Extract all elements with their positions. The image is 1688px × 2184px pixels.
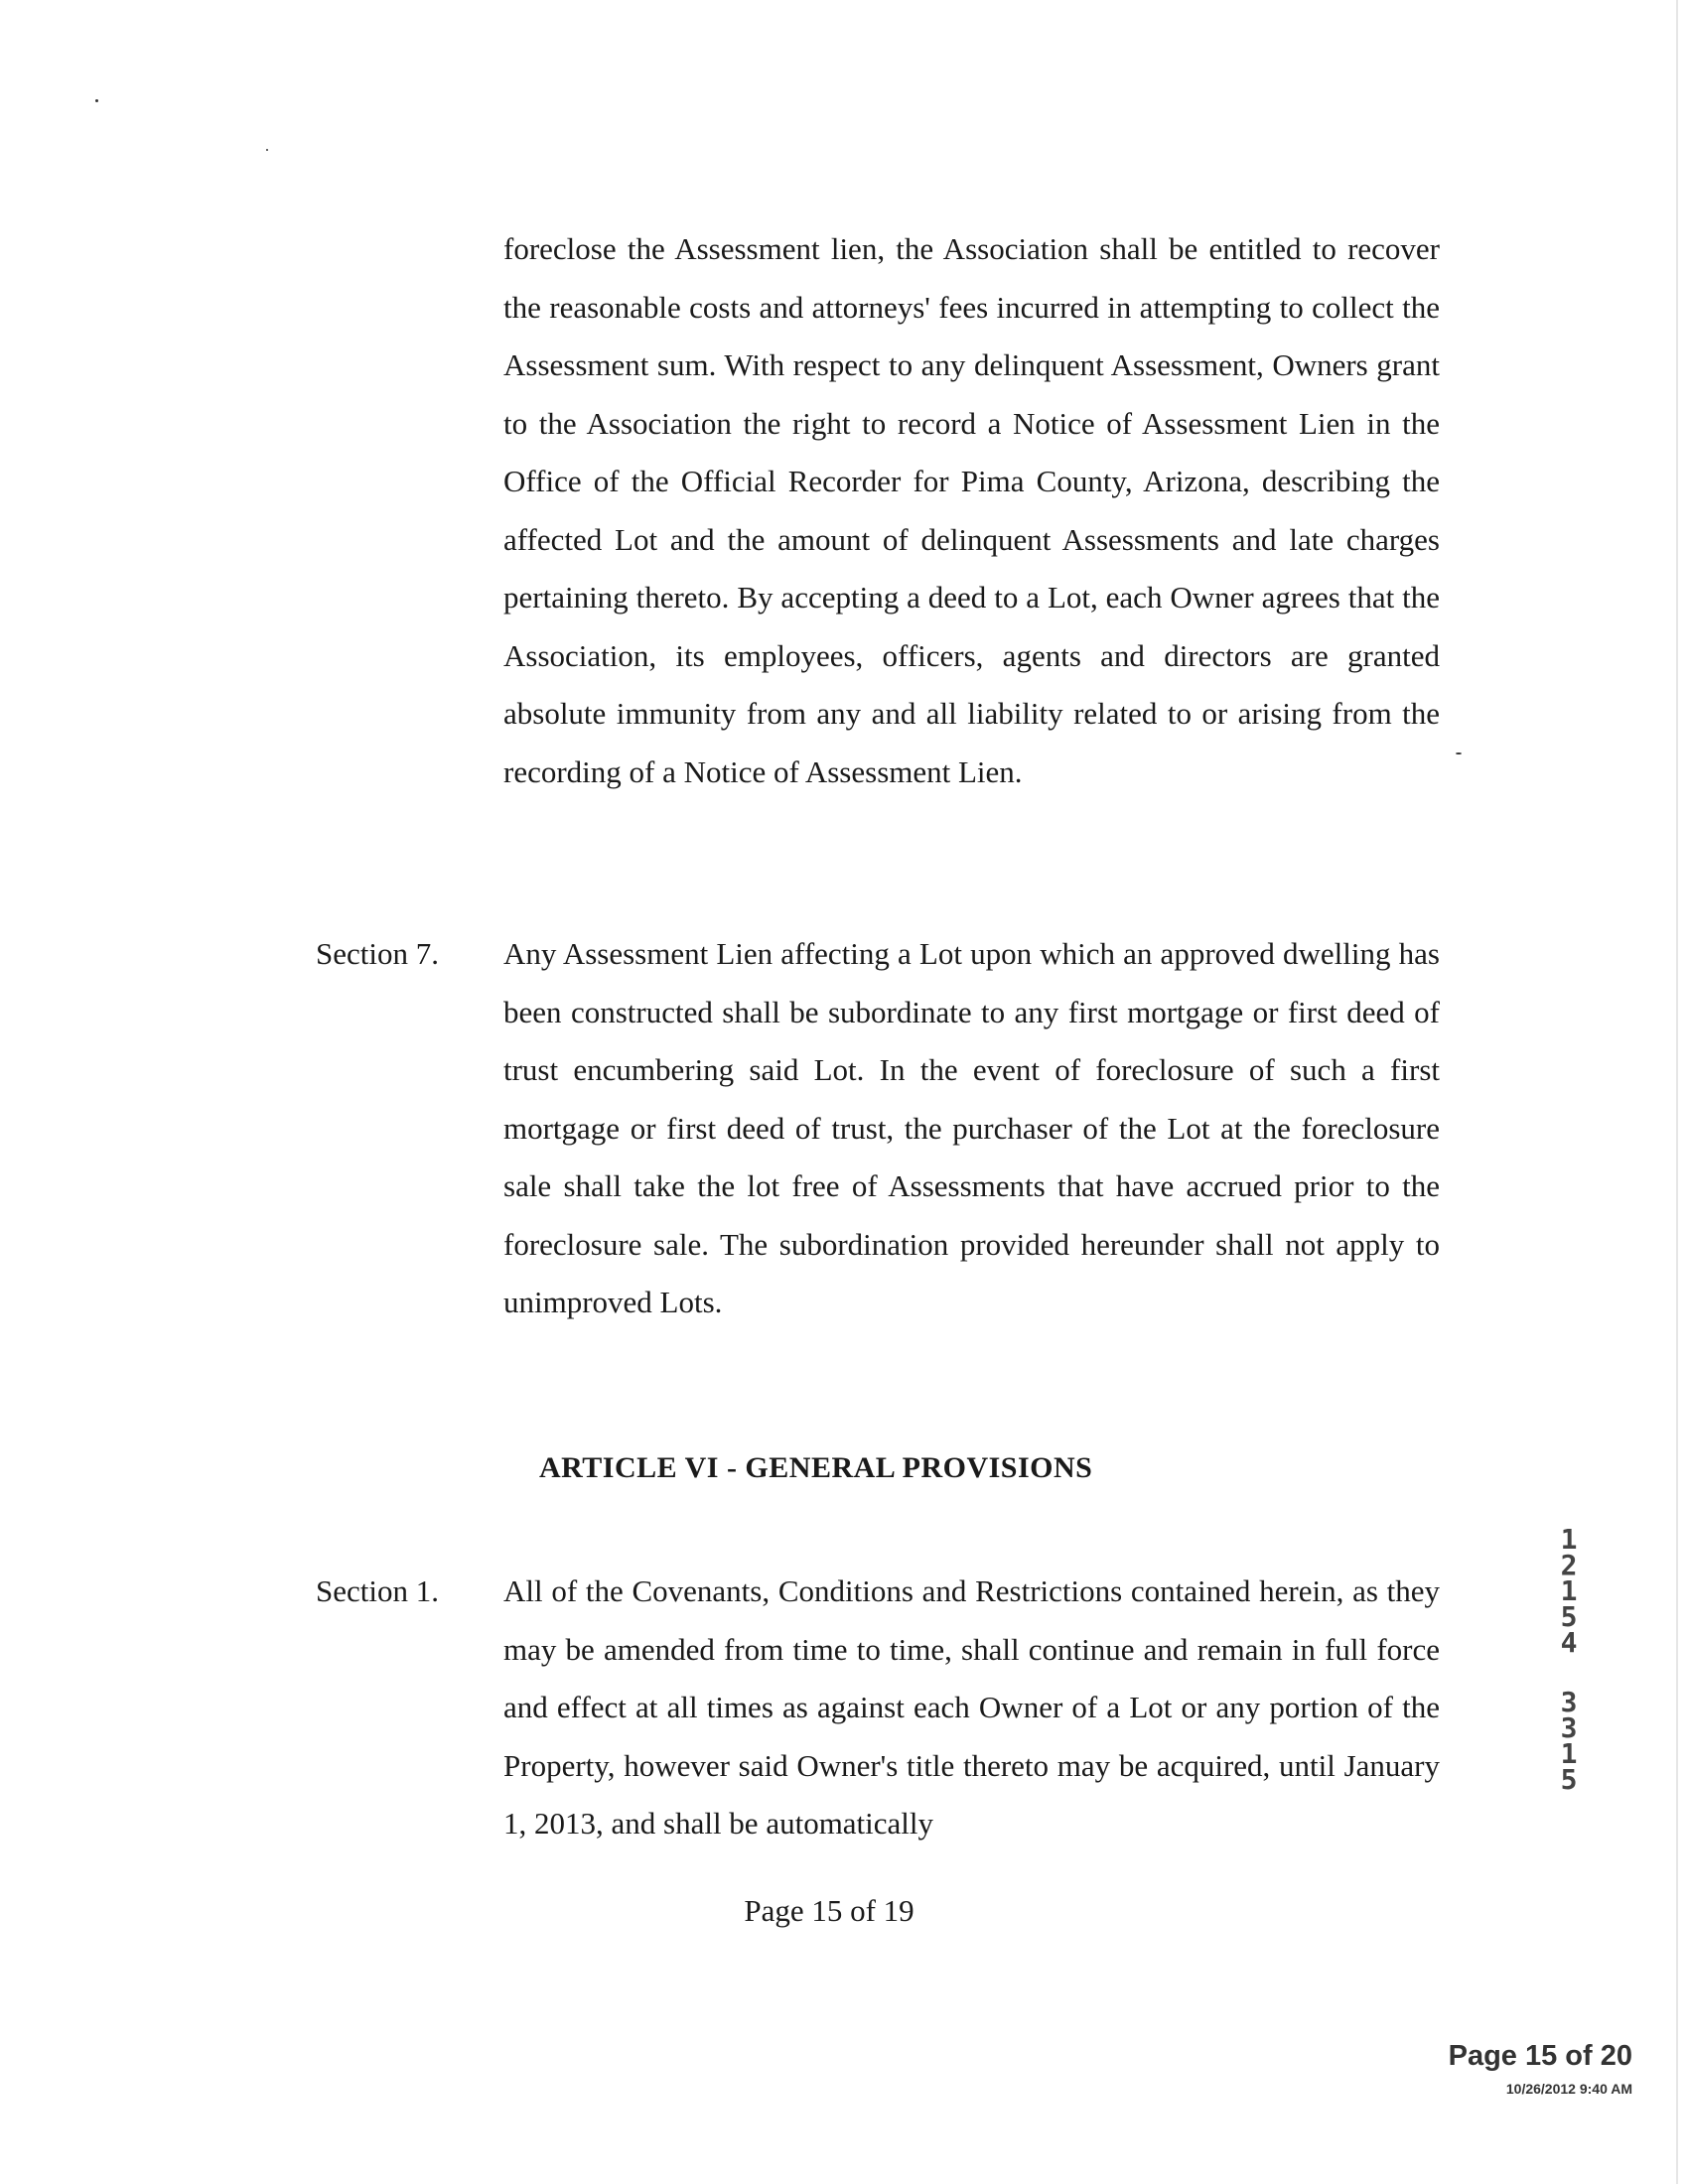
recording-digit: 2 — [1560, 1549, 1578, 1581]
scan-speck — [1456, 752, 1462, 754]
stamp-datetime: 10/26/2012 9:40 AM — [1505, 2081, 1632, 2097]
recording-digit: 4 — [1560, 1626, 1578, 1659]
recording-digit: 3 — [1560, 1686, 1578, 1718]
section-7-label: Section 7. — [316, 936, 439, 971]
recording-digit: 1 — [1560, 1574, 1578, 1607]
paragraph-continuation: foreclose the Assessment lien, the Association shall be entitled to recover the reasonable costs and attorneys' fees incurred in attempting to collect the Assessment sum. With respect to any delinquent Assessment, Owners grant to the Association the right to record a Notice of Assessment Lien in the Office of the Official Recorder for Pima County, Arizona, describing the affected Lot and the amount of delinquent Assessments and late charges pertaining thereto. By accepting a deed to a Lot, each Owner agrees that the Association, its employees, officers, agents and directors are granted absolute immunity from any and all liability related to or arising from the recording of a Notice of Assessment Lien. — [503, 231, 1440, 789]
recording-digit-gap — [1549, 1656, 1589, 1690]
recording-digit: 3 — [1560, 1711, 1578, 1744]
page-number-footer: Page 15 of 19 — [744, 1893, 914, 1928]
recording-number-vertical — [1549, 1523, 1589, 1796]
stamp-page-label: Page 15 of 20 — [1448, 2040, 1632, 2072]
scan-edge — [1676, 0, 1678, 2184]
recording-digit: 1 — [1560, 1523, 1578, 1556]
article-heading: ARTICLE VI - GENERAL PROVISIONS — [539, 1451, 1093, 1484]
section-7-text: Any Assessment Lien affecting a Lot upon which an approved dwelling has been constructed shall be subordinate to any first mortgage or first deed of trust encumbering said Lot. In the event of foreclosure of such a first mortgage or first deed of trust, the purchaser of the Lot at the foreclosure sale shall take the lot free of Assessments that have accrued prior to the foreclosure sale. The subordination provided hereunder shall not apply to unimproved Lots. — [503, 936, 1440, 1319]
scan-speck — [95, 99, 98, 102]
section-1-text: All of the Covenants, Conditions and Restrictions contained herein, as they may be amended from time to time, shall continue and remain in full force and effect at all times as against each Owner of a Lot or any portion of the Property, however said Owner's title thereto may be acquired, until January 1, 2013, and shall be automatically — [503, 1573, 1440, 1841]
recording-digit: 5 — [1560, 1763, 1578, 1796]
recording-digit: 1 — [1560, 1737, 1578, 1770]
scan-speck — [266, 149, 268, 151]
section-1-label: Section 1. — [316, 1573, 439, 1608]
recording-digit: 5 — [1560, 1600, 1578, 1633]
